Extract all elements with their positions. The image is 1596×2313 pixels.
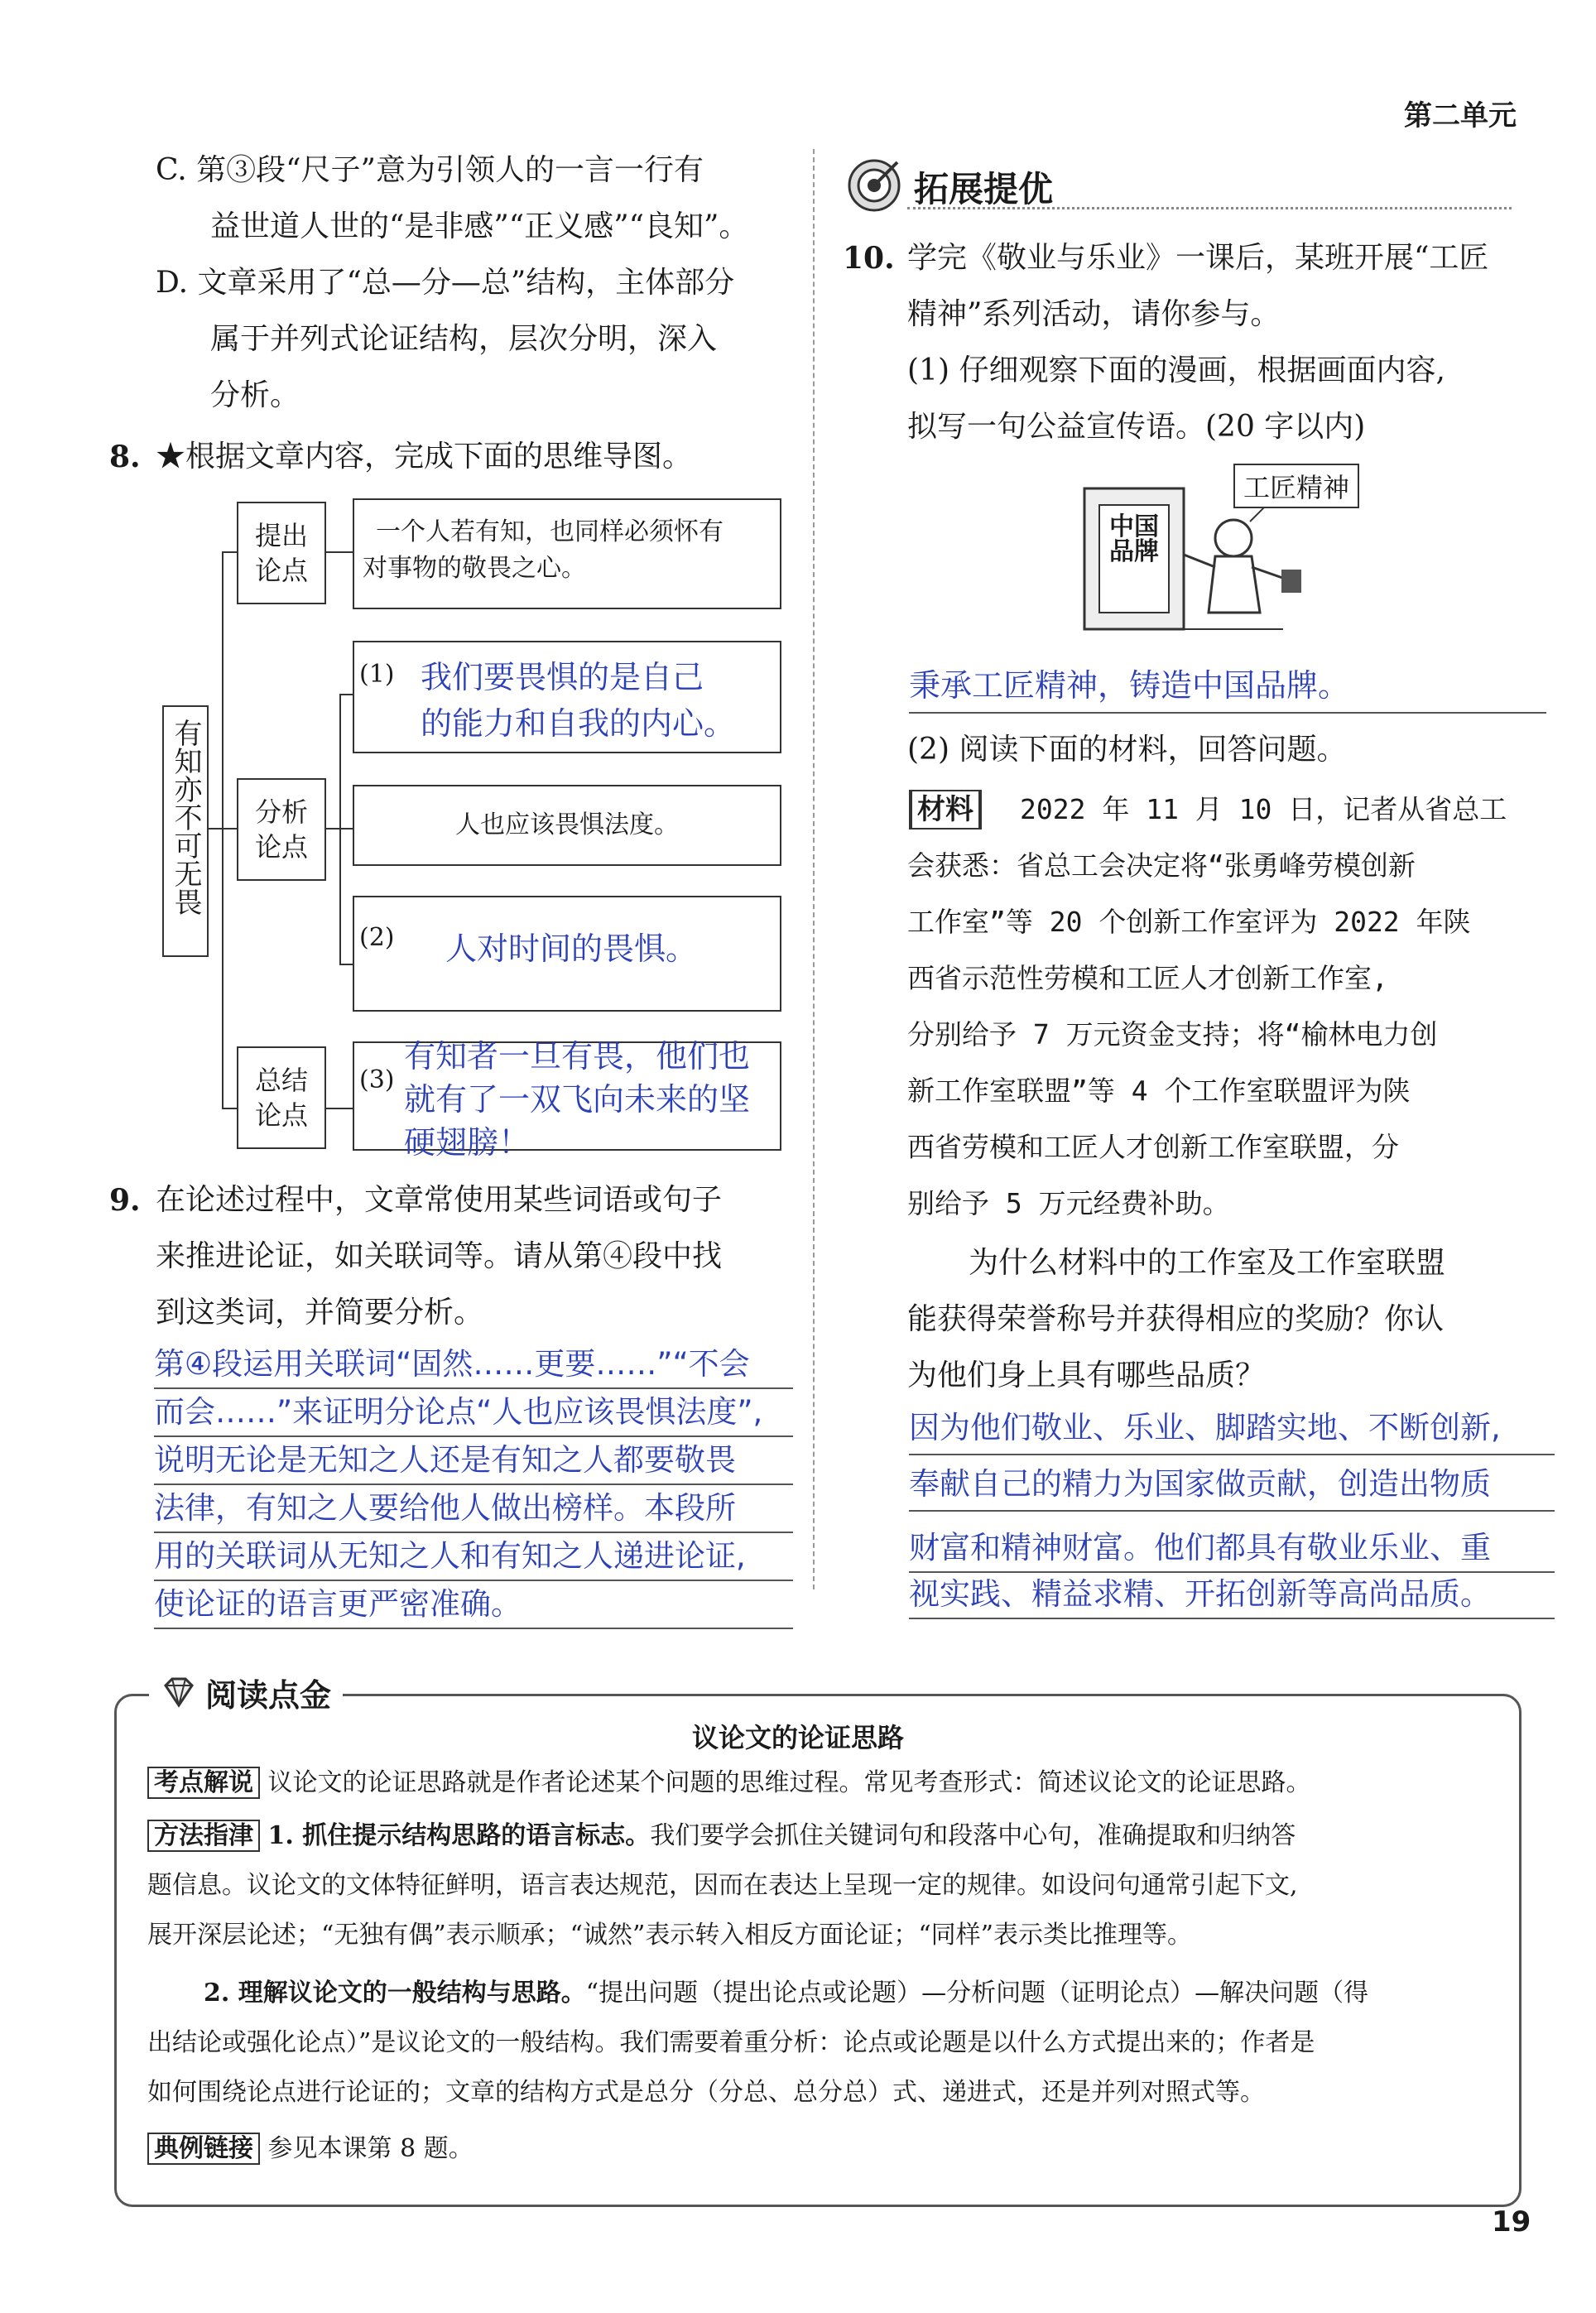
connector [222, 551, 237, 553]
box-1-label: (1) [359, 660, 395, 689]
connector [222, 828, 237, 830]
point1-title: 1. 抓住提示结构思路的语言标志。 [267, 1821, 651, 1850]
gold-title: 阅读点金 [205, 1676, 332, 1714]
gold-text: 题信息。议论文的文体特征鲜明，语言表达规范，因而在表达上呈现一定的规律。如设问句通常引起下文, [147, 1871, 1298, 1900]
gold-text: 如何围绕论点进行论证的；文章的结构方式是总分（分总、总分总）式、递进式，还是并列对照式等。 [147, 2078, 1265, 2107]
mind-map-root-text: 有知亦不可无畏 [169, 719, 202, 916]
q9-answer-line: 法律，有知之人要给他人做出榜样。本段所 [154, 1485, 793, 1533]
q9-prompt-line: 到这类词，并简要分析。 [156, 1296, 484, 1330]
column-divider [813, 149, 815, 1589]
q9-answer-line: 而会……”来证明分论点“人也应该畏惧法度”, [154, 1389, 793, 1437]
q10-sub1-line: (1) 仔细观察下面的漫画，根据画面内容, [907, 353, 1445, 387]
box-2 [353, 896, 781, 1012]
sign-char: 国 [1134, 512, 1159, 541]
q10-answer2-line: 财富和精神财富。他们都具有敬业乐业、重 [909, 1525, 1555, 1573]
q9-answer-line: 第④段运用关联词“固然……更要……”“不会 [154, 1341, 793, 1389]
q10-prompt-line: 学完《敬业与乐业》一课后，某班开展“工匠 [907, 241, 1489, 275]
box-1-answer: 我们要畏惧的是自己 [421, 659, 704, 695]
section-title-tuozhan: 拓展提优 [914, 169, 1054, 209]
q10-prompt-line: 精神”系列活动，请你参与。 [907, 297, 1281, 331]
box-3-answer: 有知者一旦有畏，他们也 [404, 1038, 751, 1075]
connector [326, 1108, 353, 1109]
speech-bubble: 工匠精神 [1233, 464, 1359, 508]
q8-number: 8. [109, 440, 141, 474]
box-1-answer: 的能力和自我的内心。 [421, 705, 736, 742]
sign-char: 中 [1109, 512, 1134, 541]
point2-title: 2. 理解议论文的一般结构与思路。 [204, 1979, 586, 2008]
connector [222, 1108, 237, 1109]
q9-answer-line: 用的关联词从无知之人和有知之人递进论证, [154, 1533, 793, 1581]
gold-text: 我们要学会抓住关键词句和段落中心句，准确提取和归纳答 [650, 1821, 1296, 1850]
section-rule [907, 207, 1512, 209]
connector [222, 551, 224, 1108]
gold-line-last [147, 2131, 474, 2167]
q10-answer1: 秉承工匠精神，铸造中国品牌。 [909, 659, 1546, 714]
q9-answer-line: 说明无论是无知之人还是有知之人都要敬畏 [154, 1437, 793, 1485]
q9-prompt-line: 在论述过程中，文章常使用某些词语或句子 [156, 1183, 723, 1217]
gold-text: 议论文的论证思路就是作者论述某个问题的思维过程。常见考查形式：简述议论文的论证思路。 [267, 1768, 1311, 1797]
page-number: 19 [1492, 2205, 1531, 2238]
box-3 [353, 1038, 781, 1161]
diamond-icon [161, 1676, 197, 1709]
box-3-answer: 就有了一双飞向未来的坚 [404, 1081, 751, 1118]
gold-text: 出结论或强化论点）”是议论文的一般结构。我们需要着重分析：论点或论题是以什么方式提出来的；作者是 [147, 2028, 1315, 2057]
node-fen [237, 778, 326, 881]
q10-answer2-line: 因为他们敬业、乐业、脚踏实地、不断创新, [909, 1402, 1555, 1455]
gold-line-2 [147, 1818, 1296, 1854]
material-line: 2022 年 11 月 10 日，记者从省总工 [1020, 793, 1507, 825]
gold-title-wrap [149, 1669, 343, 1715]
q10-sub2: (2) 阅读下面的材料，回答问题。 [907, 733, 1347, 767]
connector [339, 828, 353, 830]
box-1 [353, 641, 781, 753]
target-icon [844, 154, 904, 214]
gold-text: “提出问题（提出论点或论题）—分析问题（证明论点）—解决问题（得 [585, 1979, 1369, 2008]
q10-answer2-line: 奉献自己的精力为国家做贡献，创造出物质 [909, 1459, 1555, 1512]
tag-fangfa: 方法指津 [147, 1820, 260, 1852]
box-ti [353, 498, 781, 609]
gold-text: 参见本课第 8 题。 [267, 2134, 474, 2163]
material-line: 分别给予 7 万元资金支持；将“榆林电力创 [907, 1018, 1438, 1051]
gold-line-1 [147, 1765, 1311, 1801]
gold-text: 展开深层论述；“无独有偶”表示顺承；“诚然”表示转入相反方面论证；“同样”表示类比推理等。 [147, 1921, 1193, 1950]
q10-answer2-line: 视实践、精益求精、开拓创新等高尚品质。 [909, 1571, 1555, 1619]
gold-heading: 议论文的论证思路 [691, 1722, 904, 1753]
q10-question-line: 能获得荣誉称号并获得相应的奖励？你认 [907, 1302, 1445, 1336]
connector [339, 694, 353, 695]
box-2-answer: 人对时间的畏惧。 [445, 930, 698, 967]
option-d-line: 分析。 [210, 378, 300, 412]
box-3-label: (3) [359, 1065, 395, 1094]
node-zong-text: 总结论点 [254, 1065, 308, 1131]
tag-dianli: 典例链接 [147, 2133, 260, 2165]
q9-number: 9. [109, 1183, 141, 1218]
connector [339, 964, 353, 965]
material-line: 会获悉：省总工会决定将“张勇峰劳模创新 [907, 849, 1416, 882]
material-line: 西省示范性劳模和工匠人才创新工作室, [907, 962, 1388, 994]
q10-sub1-line: 拟写一句公益宣传语。(20 字以内) [907, 410, 1366, 444]
q10-question-line: 为什么材料中的工作室及工作室联盟 [969, 1246, 1446, 1280]
box-ti-line: 对事物的敬畏之心。 [363, 554, 586, 583]
q10-number: 10. [843, 241, 895, 276]
node-ti [237, 502, 326, 604]
material-line: 别给予 5 万元经费补助。 [907, 1187, 1230, 1219]
sign-char: 牌 [1134, 537, 1159, 566]
node-ti-text: 提出论点 [254, 520, 308, 586]
connector [209, 828, 222, 830]
node-zong [237, 1046, 326, 1149]
connector [326, 828, 339, 830]
mind-map-root [162, 705, 209, 957]
box-mid [353, 785, 781, 866]
material-line: 西省劳模和工匠人才创新工作室联盟，分 [907, 1131, 1399, 1163]
q9-answer-line: 使论证的语言更严密准确。 [154, 1581, 793, 1629]
q9-prompt-line: 来推进论证，如关联词等。请从第④段中找 [156, 1239, 723, 1273]
option-d-line: 属于并列式论证结构，层次分明，深入 [210, 322, 718, 356]
cartoon-illustration [1068, 464, 1382, 637]
tag-kaodian: 考点解说 [147, 1767, 260, 1799]
node-fen-text: 分析论点 [254, 796, 308, 863]
unit-label: 第二单元 [1404, 99, 1517, 132]
box-mid-text: 人也应该畏惧法度。 [455, 810, 679, 839]
q10-question-line: 为他们身上具有哪些品质？ [907, 1358, 1266, 1392]
connector [326, 551, 353, 553]
sign-char: 品 [1109, 537, 1134, 566]
box-2-label: (2) [359, 923, 395, 952]
material-tag: 材料 [909, 790, 982, 830]
box-ti-line: 一个人若有知，也同样必须怀有 [376, 517, 723, 546]
material-line: 工作室”等 20 个创新工作室评为 2022 年陕 [907, 906, 1471, 938]
material-line: 新工作室联盟”等 4 个工作室联盟评为陕 [907, 1075, 1411, 1107]
gold-line-point2 [204, 1975, 1368, 2012]
box-3-answer: 硬翅膀！ [404, 1124, 531, 1161]
option-d-line: D. 文章采用了“总—分—总”结构，主体部分 [156, 266, 735, 300]
option-c-line: C. 第③段“尺子”意为引领人的一言一行有 [156, 153, 704, 187]
q8-prompt: ★根据文章内容，完成下面的思维导图。 [156, 440, 693, 474]
sign-text [1104, 512, 1164, 566]
option-c-line: 益世道人世的“是非感”“正义感”“良知”。 [210, 209, 749, 243]
